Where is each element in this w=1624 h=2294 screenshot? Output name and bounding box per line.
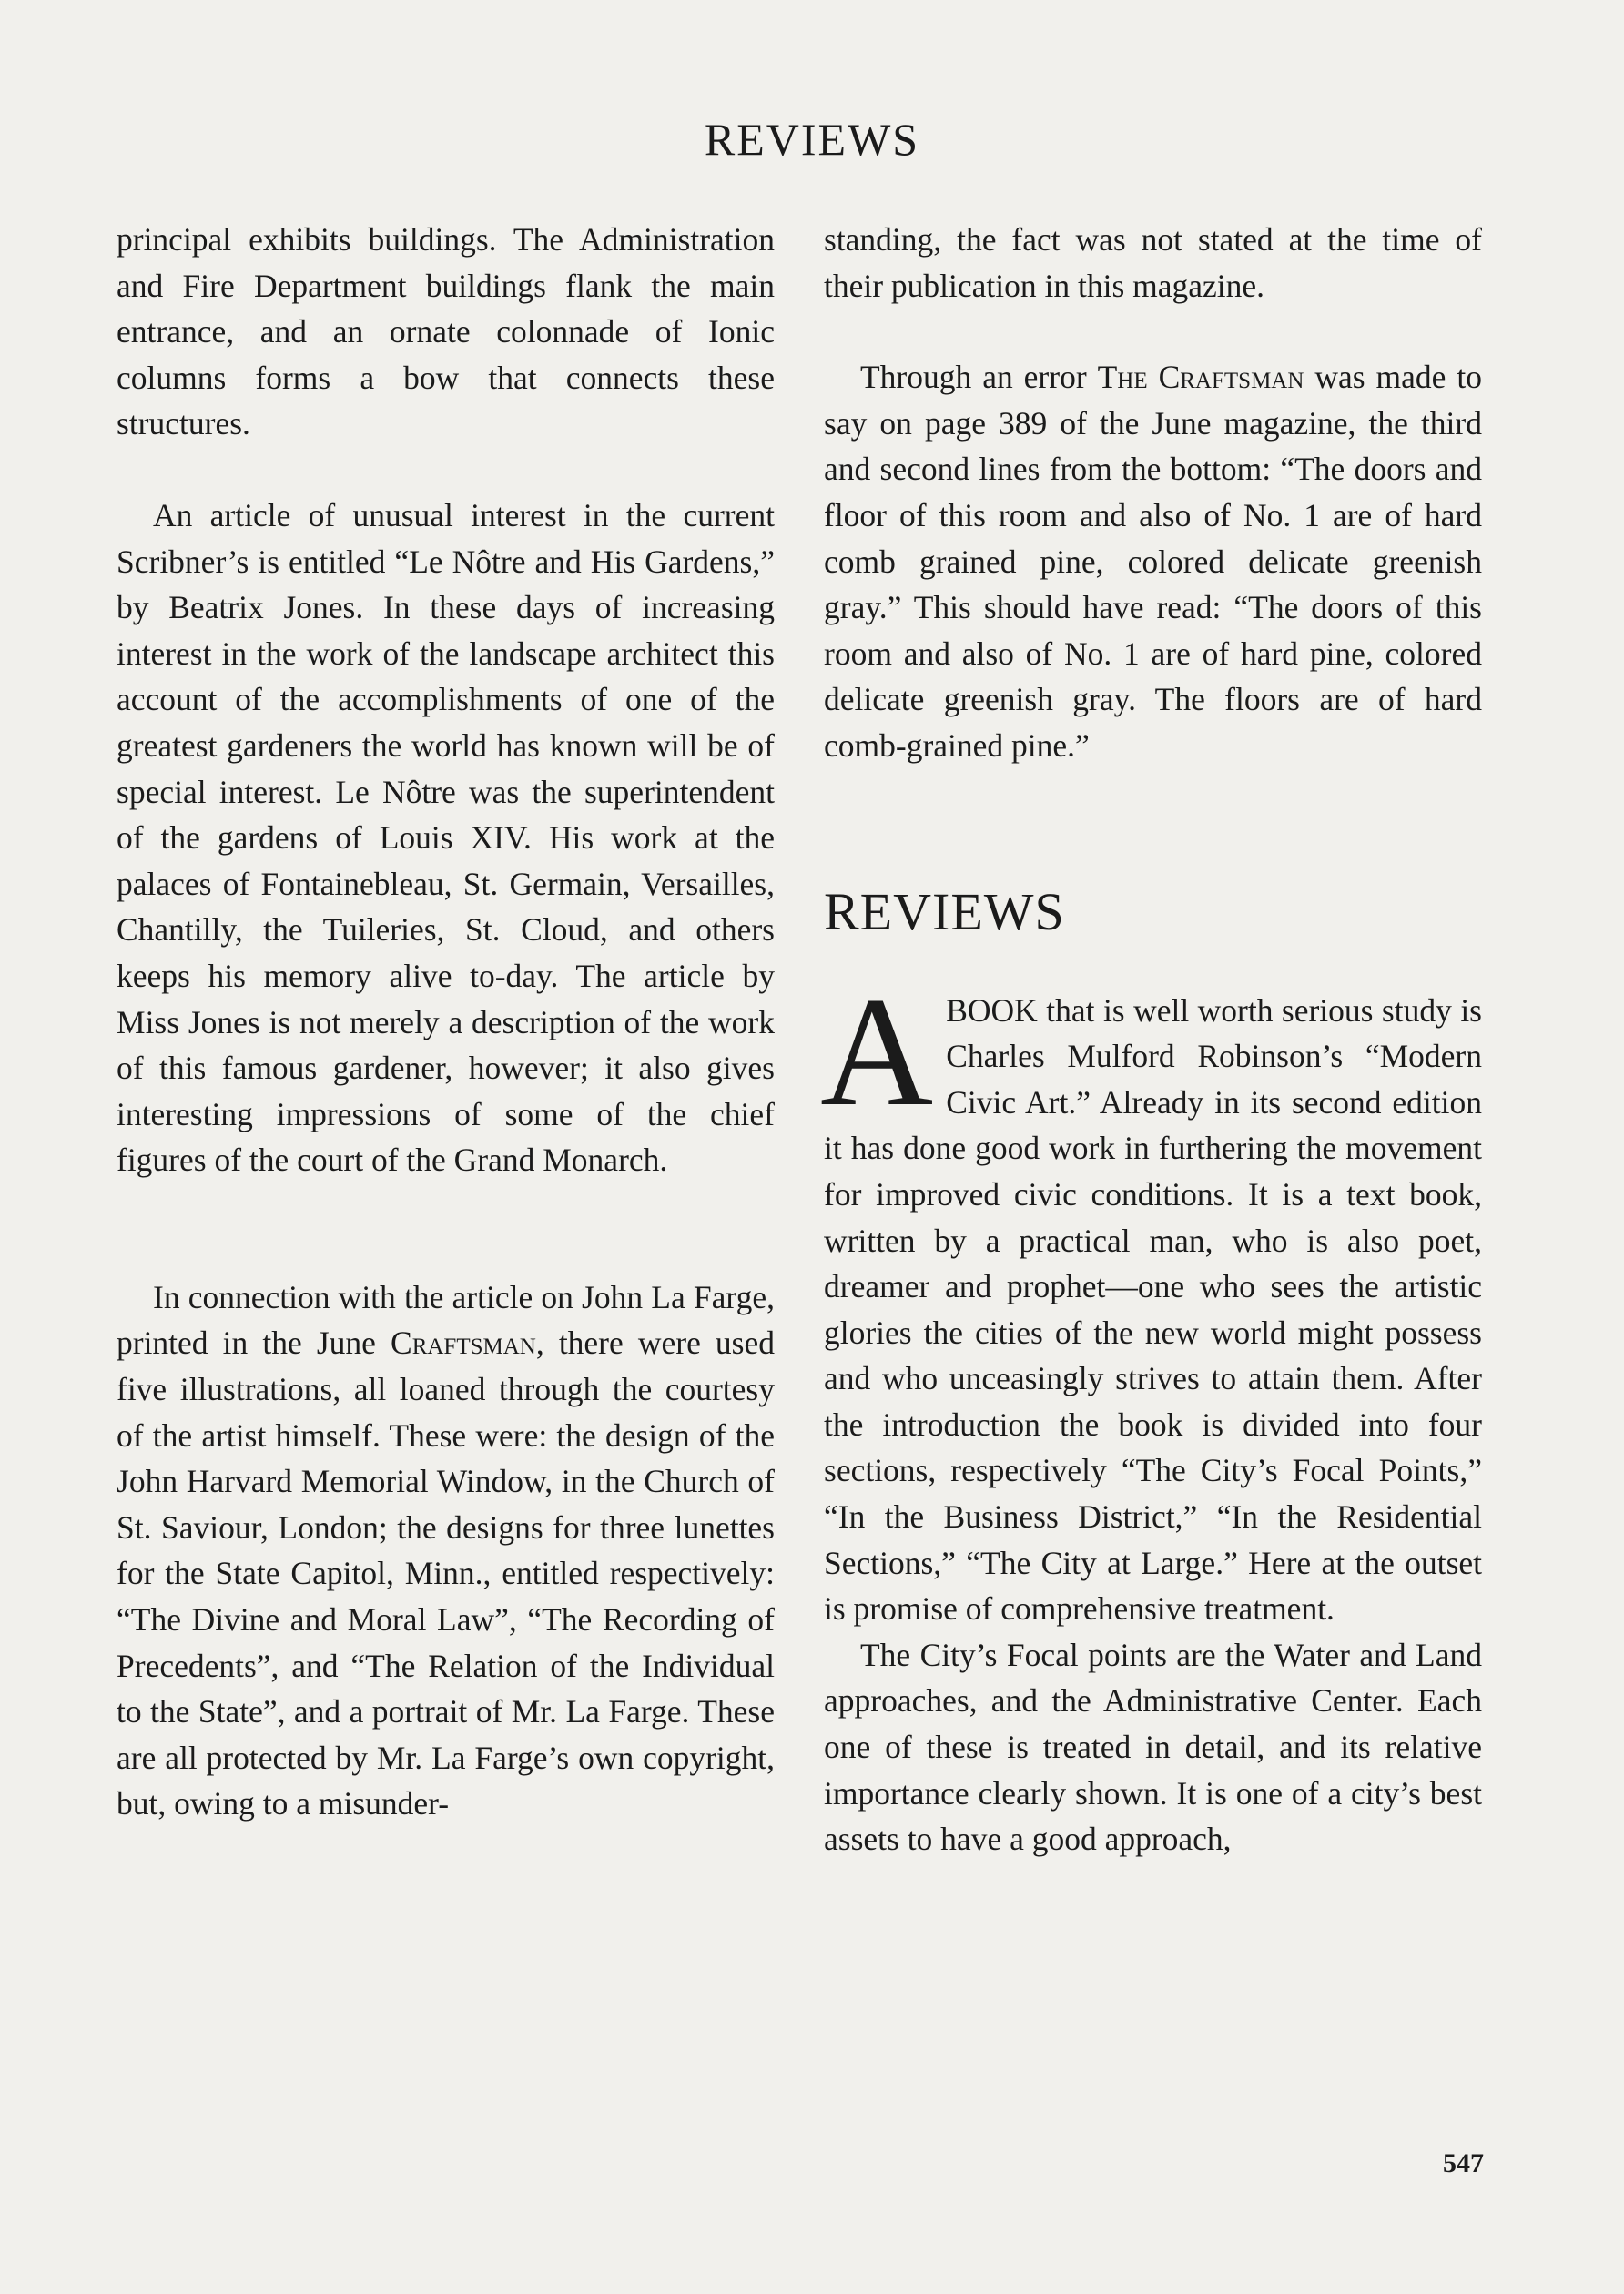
- left-paragraph-3: [117, 1274, 775, 1827]
- left-paragraph-3-text-b: , there were used five illustrations, all loaned through the courtesy of the artist himself. These were: the design of the John Harvard Memorial Window, in the Church of St. Saviour, London; the designs for three lunettes for the State Capitol, Minn., entitled respectively: “The Divine and Moral Law”, “The Recording of Precedents”, and “The Relation of the Individual to the State”, and a portrait of Mr. La Farge. These are all protected by Mr. La Farge’s own copyright, but, owing to a misunder-: [117, 1325, 776, 1822]
- right-paragraph-2: [824, 354, 1482, 768]
- right-column: [820, 217, 1482, 1863]
- right-paragraph-1: standing, the fact was not stated at the time of their publication in this magazine.: [824, 221, 1482, 304]
- left-column: [117, 217, 775, 1827]
- left-paragraph-1: principal exhibits buildings. The Administration and Fire Department buildings flank the main entrance, and an ornate colonnade of Ionic columns forms a bow that connects these structures.: [117, 221, 775, 442]
- craftsman-small-caps: Craftsman: [391, 1325, 536, 1362]
- running-head: REVIEWS: [704, 114, 920, 165]
- right-paragraph-2-text-a: Through an error: [860, 359, 1098, 396]
- review-paragraph-1: [820, 965, 1482, 1632]
- left-paragraph-2: An article of unusual interest in the current Scribner’s is entitled “Le Nôtre and His Gardens,” by Beatrix Jones. In these days of increasing interest in the work of the landscape architect this account of the accomplishments of one of the greatest gardeners the world has known will be of special interest. Le Nôtre was the superintendent of the gardens of Louis XIV. His work at the palaces of Fontainebleau, St. Germain, Versailles, Chantilly, the Tuileries, St. Cloud, and others keeps his memory alive to-day. The article by Miss Jones is not merely a description of the work of this famous gardener, however; it also gives interesting impressions of some of the chief figures of the court of the Grand Monarch.: [117, 496, 775, 1179]
- section-heading: REVIEWS: [824, 881, 1065, 941]
- page-number: 547: [1443, 2148, 1484, 2178]
- left-paragraph-3-text-a: In connection with the article on John La Farge, printed in the June: [117, 1278, 775, 1362]
- review-paragraph-1-text: BOOK that is well worth serious study is Charles Mulford Robinson’s “Modern Civic Art.” Already in its second edition it has done good work in furthering the movement for improved civic conditions. It is a text book, written by a practical man, who is also poet, dreamer and prophet—one who sees the artistic glories the cities of the new world might possess and who unceasingly strives to attain them. After the introduction the book is divided into four sections, respectively “The City’s Focal Points,” “In the Business District,” “In the Residential Sections,” “The City at Large.” Here at the outset is promise of comprehensive treatment.: [824, 991, 1482, 1628]
- drop-cap: A: [820, 965, 934, 1139]
- the-craftsman-small-caps: The Craftsman: [1097, 359, 1304, 396]
- right-paragraph-2-text-b: was made to say on page 389 of the June magazine, the third and second lines from the bottom: “The doors and floor of this room and also of No. 1 are of hard comb grained pine, colored delicate greenish gray.” This should have read: “The doors of this room and also of No. 1 are of hard pine, colored delicate greenish gray. The floors are of hard comb-grained pine.”: [824, 359, 1482, 764]
- review-paragraph-2: The City’s Focal points are the Water and Land approaches, and the Administrative Center. Each one of these is treated in detail, and its relative importance clearly shown. It is one of a city’s best assets to have a good approach,: [824, 1636, 1482, 1858]
